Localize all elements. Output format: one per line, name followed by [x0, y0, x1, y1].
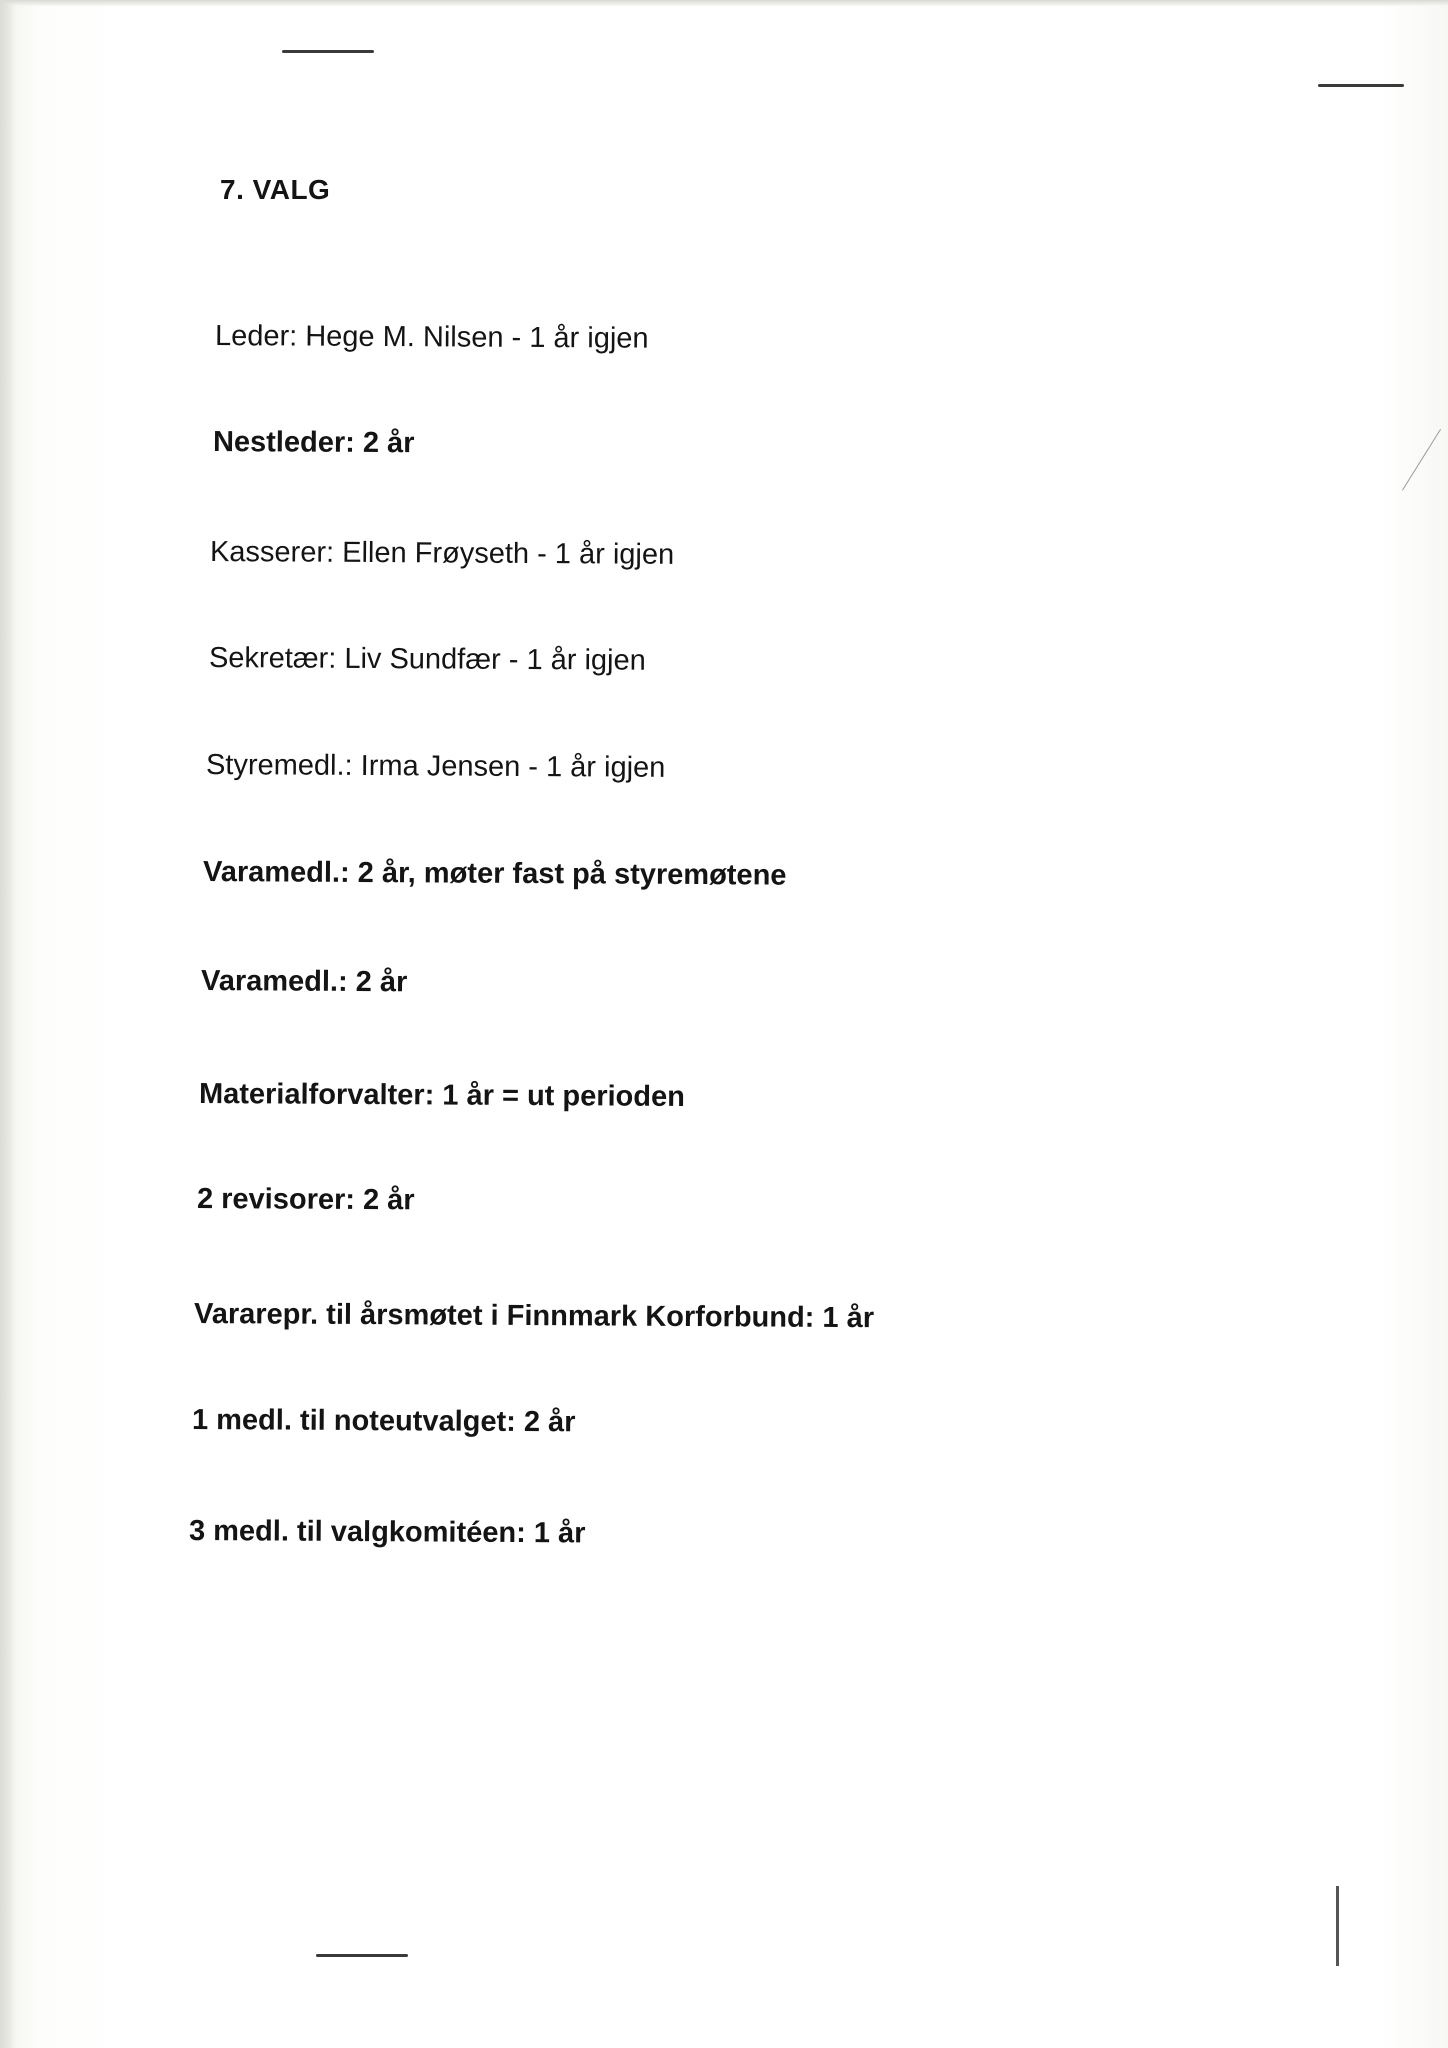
entry-vararepresentant: Vararepr. til årsmøtet i Finnmark Korforbund: 1 år [193, 1298, 875, 1335]
entry-materialforvalter: Materialforvalter: 1 år = ut perioden [198, 1078, 685, 1113]
entry-noteutvalget: 1 medl. til noteutvalget: 2 år [191, 1404, 576, 1439]
entry-sekretaer: Sekretær: Liv Sundfær - 1 år igjen [208, 642, 646, 677]
entry-leder: Leder: Hege M. Nilsen - 1 år igjen [214, 320, 649, 355]
entry-valgkomiteen: 3 medl. til valgkomitéen: 1 år [188, 1515, 586, 1550]
section-heading: 7. VALG [220, 174, 331, 205]
punch-mark-bottom-left [316, 1954, 408, 1957]
page-left-shadow [0, 0, 16, 2048]
entry-revisorer: 2 revisorer: 2 år [196, 1183, 415, 1217]
entry-kasserer: Kasserer: Ellen Frøyseth - 1 år igjen [209, 536, 675, 571]
punch-mark-top-right [1318, 84, 1404, 87]
entry-varamedlem-fast: Varamedl.: 2 år, møter fast på styremøtene [202, 856, 787, 892]
entry-styremedlem: Styremedl.: Irma Jensen - 1 år igjen [205, 749, 666, 784]
entry-varamedlem: Varamedl.: 2 år [200, 965, 408, 999]
scan-artifact-right [1402, 429, 1441, 491]
entry-nestleder: Nestleder: 2 år [212, 426, 415, 460]
scan-artifact-bottom-right [1336, 1886, 1339, 1966]
page-top-edge [0, 0, 1448, 6]
punch-mark-top-left [282, 50, 374, 53]
